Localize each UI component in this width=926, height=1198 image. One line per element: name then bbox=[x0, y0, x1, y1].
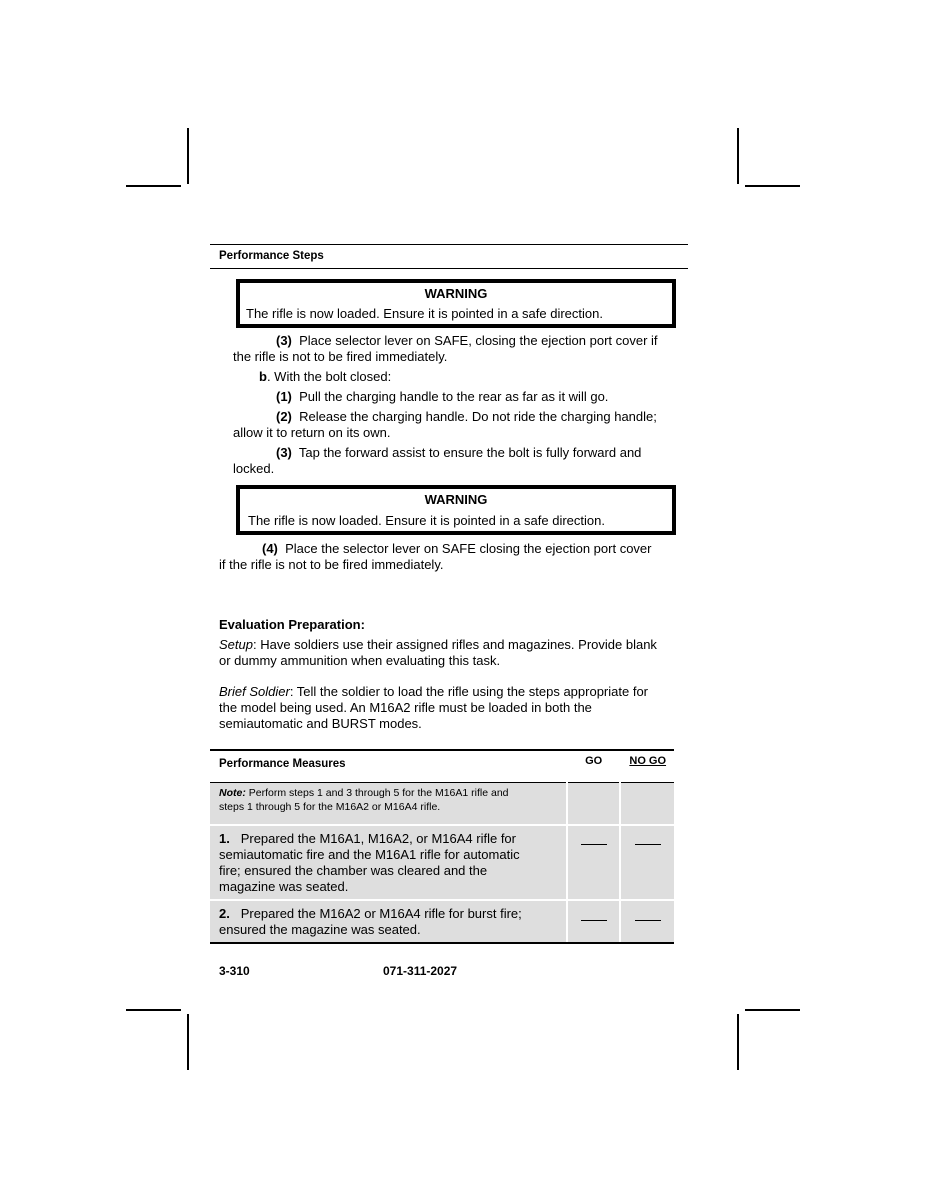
table-header-row bbox=[210, 750, 674, 783]
crop-mark-top-left-vertical bbox=[187, 128, 189, 184]
brief-text: : Tell the soldier to load the rifle using the steps appropriate for bbox=[289, 684, 649, 699]
note-line1: Perform steps 1 and 3 through 5 for the M16A1 rifle and bbox=[245, 787, 509, 799]
step-b3-line1: Tap the forward assist to ensure the bolt is fully forward and bbox=[298, 445, 642, 460]
measure-2-no-go-blank[interactable] bbox=[635, 920, 661, 921]
step-b3 bbox=[276, 445, 641, 461]
step-4-cont: if the rifle is not to be fired immediately. bbox=[219, 557, 444, 572]
performance-measures-table bbox=[210, 749, 674, 944]
step-b1 bbox=[276, 389, 608, 405]
measure-2-line2: ensured the magazine was seated. bbox=[219, 922, 421, 937]
no-go-header: NO GO bbox=[629, 755, 667, 767]
step-b-intro bbox=[259, 369, 391, 385]
warning-1-text: The rifle is now loaded. Ensure it is pointed in a safe direction. bbox=[246, 306, 603, 321]
note-go-cell bbox=[567, 783, 621, 826]
brief-line1 bbox=[219, 684, 648, 700]
brief-line3: semiautomatic and BURST modes. bbox=[219, 716, 422, 731]
measure-2-go-blank[interactable] bbox=[581, 920, 607, 921]
measure-1-no-go-cell[interactable] bbox=[620, 825, 674, 900]
setup-label: Setup bbox=[219, 637, 253, 652]
measure-1-go-cell[interactable] bbox=[567, 825, 621, 900]
warning-box-2 bbox=[236, 485, 676, 535]
table-row-note bbox=[210, 783, 674, 826]
setup-text: : Have soldiers use their assigned rifles and magazines. Provide blank bbox=[252, 637, 657, 652]
measure-2-text bbox=[210, 900, 567, 943]
measure-1-line4: magazine was seated. bbox=[219, 879, 349, 894]
step-b2-line1: Release the charging handle. Do not ride the charging handle; bbox=[299, 409, 657, 424]
section-title: Performance Steps bbox=[219, 250, 324, 262]
step-b3-cont: locked. bbox=[233, 461, 275, 476]
measure-2-line1: Prepared the M16A2 or M16A4 rifle for burst fire; bbox=[240, 906, 522, 921]
measure-1-no-go-blank[interactable] bbox=[635, 844, 661, 845]
step-b2-cont: allow it to return on its own. bbox=[233, 425, 391, 440]
measure-1-line3: fire; ensured the chamber was cleared and the bbox=[219, 863, 488, 878]
step-a3-cont: the rifle is not to be fired immediately. bbox=[233, 349, 448, 364]
no-go-header-cell bbox=[620, 750, 674, 783]
measure-1-text bbox=[210, 825, 567, 900]
brief-line2: the model being used. An M16A2 rifle must be loaded in both the bbox=[219, 700, 592, 715]
crop-mark-bottom-right-horizontal bbox=[745, 1009, 800, 1011]
measure-1-line1: Prepared the M16A1, M16A2, or M16A4 rifle for bbox=[240, 831, 516, 846]
measure-2-go-cell[interactable] bbox=[567, 900, 621, 943]
step-4-line1: Place the selector lever on SAFE closing the ejection port cover bbox=[285, 541, 652, 556]
step-b1-text: Pull the charging handle to the rear as far as it will go. bbox=[299, 389, 609, 404]
step-b2 bbox=[276, 409, 657, 425]
step-a3-number: (3) bbox=[276, 333, 292, 348]
crop-mark-top-right-horizontal bbox=[745, 185, 800, 187]
task-number: 071-311-2027 bbox=[383, 964, 458, 978]
step-a3-line1: Place selector lever on SAFE, closing the ejection port cover if bbox=[299, 333, 658, 348]
step-4-number: (4) bbox=[262, 541, 278, 556]
step-b-intro-text: . With the bolt closed: bbox=[266, 369, 392, 384]
warning-2-title: WARNING bbox=[424, 492, 488, 507]
note-cell bbox=[210, 783, 567, 826]
go-header: GO bbox=[567, 750, 621, 783]
step-b-label: b bbox=[259, 369, 267, 384]
brief-label: Brief Soldier bbox=[219, 684, 290, 699]
measure-1-number: 1. bbox=[219, 831, 230, 846]
crop-mark-top-left-horizontal bbox=[126, 185, 181, 187]
step-4 bbox=[262, 541, 651, 557]
crop-mark-top-right-vertical bbox=[737, 128, 739, 184]
measure-1-line2: semiautomatic fire and the M16A1 rifle for automatic bbox=[219, 847, 520, 862]
step-b1-number: (1) bbox=[276, 389, 292, 404]
table-row bbox=[210, 900, 674, 943]
measures-header: Performance Measures bbox=[210, 750, 567, 783]
section-header bbox=[210, 244, 688, 269]
step-b3-number: (3) bbox=[276, 445, 292, 460]
setup-line1 bbox=[219, 637, 657, 653]
table-row bbox=[210, 825, 674, 900]
measure-2-number: 2. bbox=[219, 906, 230, 921]
measure-1-go-blank[interactable] bbox=[581, 844, 607, 845]
crop-mark-bottom-left-horizontal bbox=[126, 1009, 181, 1011]
measure-2-no-go-cell[interactable] bbox=[620, 900, 674, 943]
note-label: Note: bbox=[219, 787, 246, 799]
crop-mark-bottom-right-vertical bbox=[737, 1014, 739, 1070]
note-no-go-cell bbox=[620, 783, 674, 826]
warning-2-text: The rifle is now loaded. Ensure it is pointed in a safe direction. bbox=[248, 513, 605, 528]
note-line2: steps 1 through 5 for the M16A2 or M16A4 rifle. bbox=[219, 801, 441, 813]
evaluation-heading: Evaluation Preparation: bbox=[219, 617, 365, 632]
step-b2-number: (2) bbox=[276, 409, 292, 424]
setup-line2: or dummy ammunition when evaluating this task. bbox=[219, 653, 501, 668]
warning-1-title: WARNING bbox=[424, 286, 488, 301]
page-number: 3-310 bbox=[219, 964, 250, 978]
step-a3 bbox=[276, 333, 658, 349]
crop-mark-bottom-left-vertical bbox=[187, 1014, 189, 1070]
warning-box-1 bbox=[236, 279, 676, 328]
